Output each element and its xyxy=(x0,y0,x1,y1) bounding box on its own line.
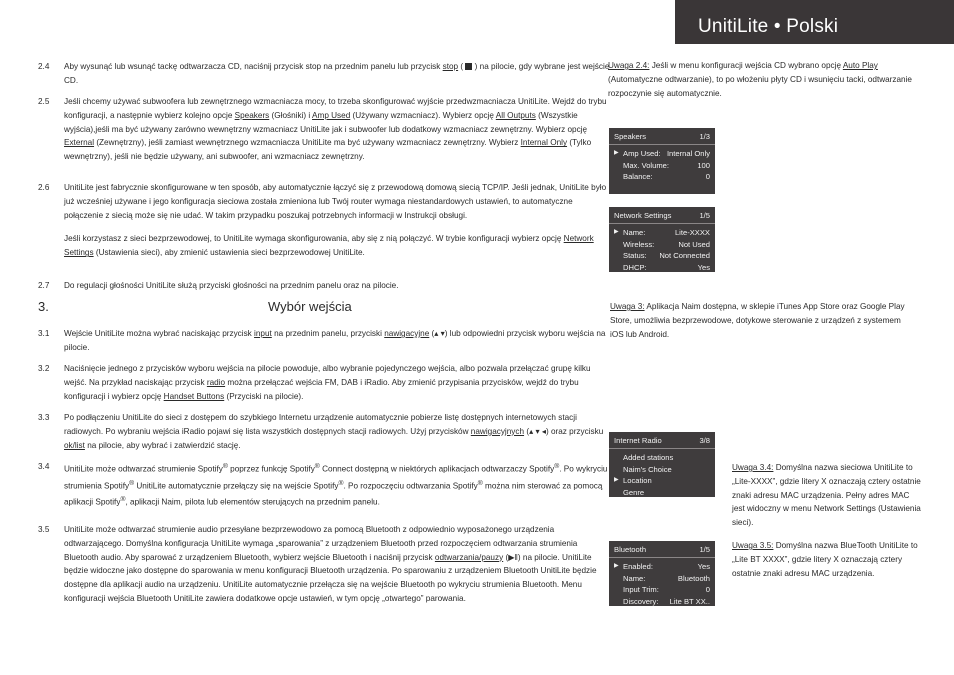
menu-row: Added stations xyxy=(623,453,674,463)
menu-row: ▶ Enabled: Yes xyxy=(614,562,710,572)
term-all-outputs: All Outputs xyxy=(495,110,536,120)
paragraph-2-4: 2.4 Aby wysunąć lub wsunąć tackę odtwarzacza CD, naciśnij przycisk stop na przednim panelu lub przycisk stop ( ) na pilocie, gdy wybrane jest wejście CD. xyxy=(38,62,610,85)
section-number: 3. xyxy=(38,299,49,314)
menu-row: Status: Not Connected xyxy=(623,251,710,261)
term-handset-buttons: Handset Buttons xyxy=(163,391,225,401)
paragraph-3-3: 3.3 Po podłączeniu UnitiLite do sieci z dostępem do szybkiego Internetu urządzenie automatycznie pobierze listę dostępnych internetowych stacji radiowych. Po wybraniu wejścia iRadio pojawi się lista wszystkich dostępnych stacji radiowych. Użyj przycisków nawigacyjnych (▴ ▾ ◂) oraz przycisku ok/list na pilocie, aby wybrać i zatwierdzić stację. xyxy=(38,413,604,450)
menu-row: Max. Volume: 100 xyxy=(623,160,710,170)
note-label: Uwaga 3.4: xyxy=(732,463,774,472)
menu-row: Wireless: Not Used xyxy=(623,239,710,249)
term-input: input xyxy=(254,329,272,338)
term-navigation: nawigacyjnych xyxy=(470,426,525,436)
selected-marker-icon: ▶ xyxy=(614,229,619,236)
paragraph-number: 2.5 xyxy=(38,97,50,106)
panel-title: Speakers xyxy=(614,132,647,141)
note-label: Uwaga 2.4: xyxy=(608,61,650,70)
paragraph-number: 3.4 xyxy=(38,462,50,471)
page-title: UnitiLite • Polski xyxy=(698,16,839,37)
menu-row: Input Trim: 0 xyxy=(623,585,710,595)
note-3-5: Uwaga 3.5: Domyślna nazwa BlueTooth UnitiLite to „Lite BT XXXX”, gdzie litery X oznaczają cztery ostatnie znaki adresu MAC urządzenia. xyxy=(732,541,918,578)
paragraph-number: 3.5 xyxy=(38,525,50,534)
menu-row: DHCP: Yes xyxy=(623,262,710,272)
panel-header xyxy=(609,207,715,224)
panel-header xyxy=(609,541,715,558)
paragraph-3-1: 3.1 Wejście UnitiLite można wybrać naciskając przycisk input na przednim panelu, przyciski nawigacyjne (▴ ▾) lub odpowiedni przycisk wyboru wejścia na pilocie. xyxy=(38,329,606,352)
panel-page: 1/3 xyxy=(699,132,710,141)
paragraph-2-5: 2.5 Jeśli chcemy używać subwoofera lub zewnętrznego wzmacniacza mocy, to trzeba skonfigurować wyjście przedwzmacniacza UnitiLite. Wejdź do trybu konfiguracji, a następnie wybierz kolejno opcje Speakers (Głośniki) i Amp Used (Używany wzmacniacz). Wybierz opcję All Outputs (Wszystkie wyjścia),jeśli ma być używany zarówno wewnętrzny wzmacniacz UnitiLite jak i subwoofer lub dodatkowy wzmacniacz zewnętrzny. Wybierz opcję External (Zewnętrzny), jeśli zamiast wewnętrznego wzmacniacza UnitiLite ma być używany wzmacniacz zewnętrzny. Wybierz Internal Only (Tylko wewnętrzny), jeśli nie będzie używany, ani subwoofer, ani wzmacniacz zewnętrzny. xyxy=(38,97,607,162)
play-pause-icon: ▶‖ xyxy=(508,552,518,562)
panel-title: Network Settings xyxy=(614,211,672,220)
section-title: Wybór wejścia xyxy=(268,299,352,314)
term-internal-only: Internal Only xyxy=(520,138,568,148)
paragraph-number: 2.6 xyxy=(38,183,50,192)
network-settings-menu-panel xyxy=(609,207,715,272)
menu-row: Balance: 0 xyxy=(623,172,710,182)
note-3: Uwaga 3: Aplikacja Naim dostępna, w sklepie iTunes App Store oraz Google Play Store, umożliwia bezprzewodowe, dotykowe sterowanie z urządzeń z systemem iOS lub Android. xyxy=(610,302,905,339)
menu-row: Genre xyxy=(623,487,645,497)
page-header xyxy=(675,0,954,44)
term-amp-used: Amp Used xyxy=(312,110,351,120)
term-navigation: nawigacyjne xyxy=(384,329,430,338)
paragraph-number: 3.1 xyxy=(38,329,50,338)
menu-row: ▶ Amp Used: Internal Only xyxy=(614,149,710,159)
note-3-4: Uwaga 3.4: Domyślna nazwa sieciowa UnitiLite to „Lite-XXXX”, gdzie litery X oznaczają cztery ostatnie znaki adresu MAC urządzenia. Pełny adres MAC jest widoczny w menu Network Settings (Ustawienia sieci). xyxy=(732,463,921,528)
paragraph-2-6: 2.6 UnitiLite jest fabrycznie skonfigurowane w ten sposób, aby automatycznie łączyć się z przewodową domową siecią TCP/IP. Jeśli jednak, UnitiLite było już wcześniej używane i jego konfiguracja sieciowa została zmieniona lub Twój router wymaga niestandardowych ustawień, to automatyczne połączenie z siecią może się nie udać. W takim przypadku poszukaj potrzebnych informacji w Instrukcji obsługi. Jeśli korzystasz z sieci bezprzewodowej, to UnitiLite wymaga skonfigurowania, aby się z nią połączyć. W trybie konfiguracji wybierz opcję Network Settings (Ustawienia sieci), aby zmienić ustawienia sieci bezprzewodowej UnitiLite. xyxy=(38,183,607,258)
speakers-menu-panel xyxy=(609,128,715,194)
arrow-up-down-icon: ▴ ▾ xyxy=(434,329,445,338)
term-auto-play: Auto Play xyxy=(842,61,878,70)
term-speakers: Speakers xyxy=(234,110,270,120)
paragraph-3-4: 3.4 UnitiLite może odtwarzać strumienie Spotify® poprzez funkcję Spotify® Connect dostępną w niektórych aplikacjach odtwarzaczy Spotify®. Po wykryciu strumienia Spotify® UnitiLite automatycznie przełączy się na wejście Spotify®. Po rozpoczęciu odtwarzania Spotify® można nim sterować za pomocą aplikacji Spotify®, aplikacji Naim, pilota lub elementów sterujących na przednim panelu. xyxy=(38,462,608,507)
term-network-settings: Network Settings xyxy=(64,234,594,258)
term-ok-list: ok/list xyxy=(64,440,85,450)
paragraph-number: 3.2 xyxy=(38,364,50,373)
panel-page: 1/5 xyxy=(699,545,710,554)
paragraph-3-2: 3.2 Naciśnięcie jednego z przycisków wyboru wejścia na pilocie powoduje, albo wybranie pojedynczego wejścia, albo pozwala przełączać grupę kilku wejść. Na przykład naciskając przycisk radio można przełączać wejścia FM, DAB i iRadio. Aby zmienić przypisania przycisków, wejdź do trybu konfiguracji i wybierz opcję Handset Buttons (Przyciski na pilocie). xyxy=(38,364,591,401)
selected-marker-icon: ▶ xyxy=(614,563,619,570)
menu-row: ▶ Name: Lite-XXXX xyxy=(614,228,710,238)
panel-page: 3/8 xyxy=(699,436,710,445)
paragraph-3-5: 3.5 UnitiLite może odtwarzać strumienie audio przesyłane bezprzewodowo za pomocą Bluetooth z odpowiednio wyposażonego urządzenia odtwarzającego. Domyślna konfiguracja UnitiLite wymaga „sparowania” z urządzeniem Bluetooth przed rozpoczęciem odtwarzania strumienia Bluetooth audio. Aby sparować z urządzeniem Bluetooth, wybierz wejście Bluetooth i naciśnij przycisk odtwarzania/pauzy (▶‖) na pilocie. UnitiLite będzie widoczne jako dostępne do sparowania w menu konfiguracji Bluetooth urządzenia. Po sparowaniu z urządzeniem Bluetooth UnitiLite będzie dostępne dla aplikacji audio na urządzeniu. UnitiLite automatycznie przełącza się na wejście Bluetooth po wykryciu strumienia Bluetooth. Menu konfiguracji wejścia Bluetooth UnitiLite zawiera dodatkowe opcje ustawień, w tym opcję „otwartego” parowania. xyxy=(38,525,597,603)
panel-header xyxy=(609,432,715,449)
term-radio: radio xyxy=(206,377,226,387)
note-label: Uwaga 3.5: xyxy=(732,541,774,550)
term-play-pause: odtwarzania/pauzy xyxy=(434,552,504,562)
selected-marker-icon: ▶ xyxy=(614,477,619,484)
note-label: Uwaga 3: xyxy=(610,302,645,311)
paragraph-number: 3.3 xyxy=(38,413,50,422)
arrow-up-down-left-icon: ▴ ▾ ◂ xyxy=(529,426,546,436)
panel-page: 1/5 xyxy=(699,211,710,220)
paragraph-number: 2.7 xyxy=(38,281,50,290)
note-2-4: Uwaga 2.4: Jeśli w menu konfiguracji wejścia CD wybrano opcję Auto Play (Automatyczne odtwarzanie), to po włożeniu płyty CD i wsunięciu tacki, odtwarzanie rozpoczynie się automatycznie. xyxy=(608,61,912,98)
term-external: External xyxy=(64,138,95,148)
bluetooth-menu-panel xyxy=(609,541,715,606)
panel-title: Bluetooth xyxy=(614,545,647,554)
menu-row: Name: Bluetooth xyxy=(623,573,710,583)
internet-radio-menu-panel xyxy=(609,432,715,497)
menu-row: Discovery: Lite BT XX.. xyxy=(623,596,710,606)
selected-marker-icon: ▶ xyxy=(614,150,619,157)
panel-header xyxy=(609,128,715,145)
paragraph-number: 2.4 xyxy=(38,62,50,71)
menu-row: Naim's Choice xyxy=(623,464,672,474)
term-stop: stop xyxy=(442,62,459,71)
menu-row: ▶ Location xyxy=(614,476,652,486)
paragraph-2-7: 2.7 Do regulacji głośności UnitiLite służą przyciski głośności na przednim panelu oraz na pilocie. xyxy=(38,279,613,293)
panel-title: Internet Radio xyxy=(614,436,662,445)
